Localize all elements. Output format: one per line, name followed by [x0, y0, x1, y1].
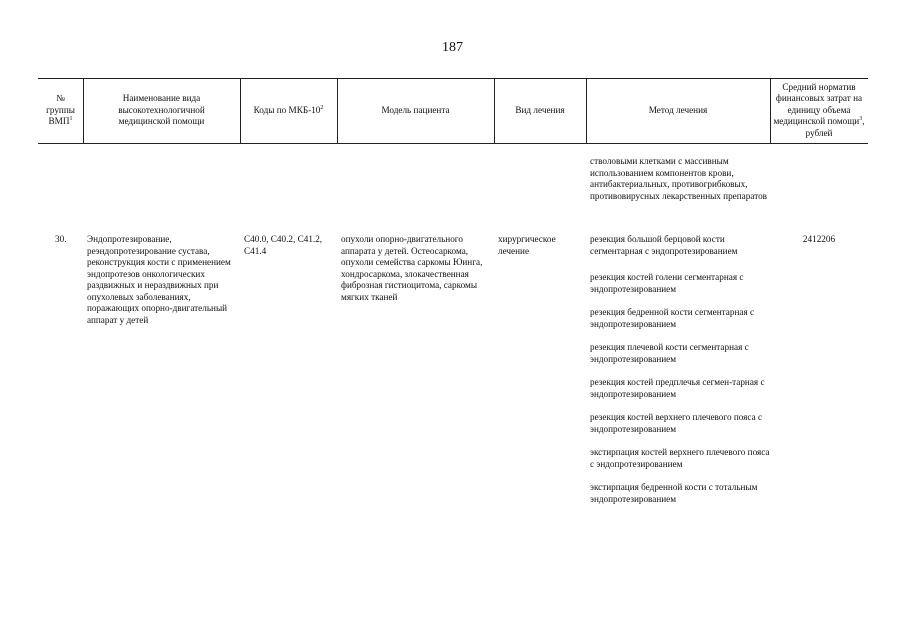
header-model-text: Модель пациента	[381, 104, 450, 115]
header-cost	[770, 78, 868, 143]
row-name: Эндопротезирование, реэндопротезирование сустава, реконструкция кости с применением эндопротезов онкологических раздвижных и нераздвижных при опухолевых заболеваниях, поражающих опорно-двигательный аппарат у детей	[87, 234, 231, 325]
header-codes-footnote: 2	[320, 104, 324, 111]
method-continuation: стволовыми клетками с массивным использованием компонентов крови, антибактериальных, противогрибковых, противовирусных лекарственных препаратов	[590, 156, 768, 201]
row-group-number: 30.	[55, 234, 67, 244]
header-treatment-type	[494, 78, 586, 143]
method-item: резекция плечевой кости сегментарная с эндопротезированием	[590, 342, 749, 364]
row-patient-model: опухоли опорно-двигательного аппарата у детей. Остеосаркома, опухоли семейства саркомы Юинга, хондросаркома, злокачественная фиброзная гистиоцитома, саркомы мягких тканей	[341, 234, 483, 302]
method-item: резекция костей верхнего плечевого пояса с эндопротезированием	[590, 412, 763, 434]
header-method-text: Метод лечения	[648, 104, 708, 115]
header-codes	[240, 78, 337, 143]
method-item: экстирпация бедренной кости с тотальным эндопротезированием	[590, 482, 758, 504]
method-item: экстирпация костей верхнего плечевого пояса с эндопротезированием	[590, 447, 770, 469]
header-cost-text: Средний норматив финансовых затрат на единицу объема медицинской помощи	[773, 81, 863, 127]
header-name-text: Наименование вида высокотехнологичной медицинской помощи	[118, 93, 205, 127]
header-cost-footnote: 3	[859, 116, 863, 123]
header-model	[337, 78, 494, 143]
header-group-text: № группы ВМП	[46, 93, 75, 127]
page-number: 187	[442, 40, 463, 55]
row-methods-list	[590, 234, 770, 517]
row-codes: C40.0, C40.2, C41.2, C41.4	[244, 234, 323, 256]
table-header-bottom-rule	[38, 143, 868, 144]
method-item: резекция бедренной кости сегментарная с эндопротезированием	[590, 307, 755, 329]
header-group-footnote: 1	[69, 116, 73, 123]
header-cost-unit: , рублей	[805, 116, 865, 138]
method-item: резекция костей голени сегментарная с эндопротезированием	[590, 272, 744, 294]
row-cost: 2412206	[802, 234, 836, 244]
header-codes-text: Коды по МКБ-10	[253, 104, 321, 115]
header-method	[586, 78, 770, 143]
header-group	[38, 78, 83, 143]
header-treatment-type-text: Вид лечения	[515, 104, 565, 115]
row-treatment-type: хирургическое лечение	[498, 234, 556, 256]
header-name	[83, 78, 240, 143]
method-item: резекция костей предплечья сегмен-тарная с эндопротезированием	[590, 377, 765, 399]
method-item: резекция большой берцовой кости сегментарная с эндопротезированием	[590, 234, 738, 256]
